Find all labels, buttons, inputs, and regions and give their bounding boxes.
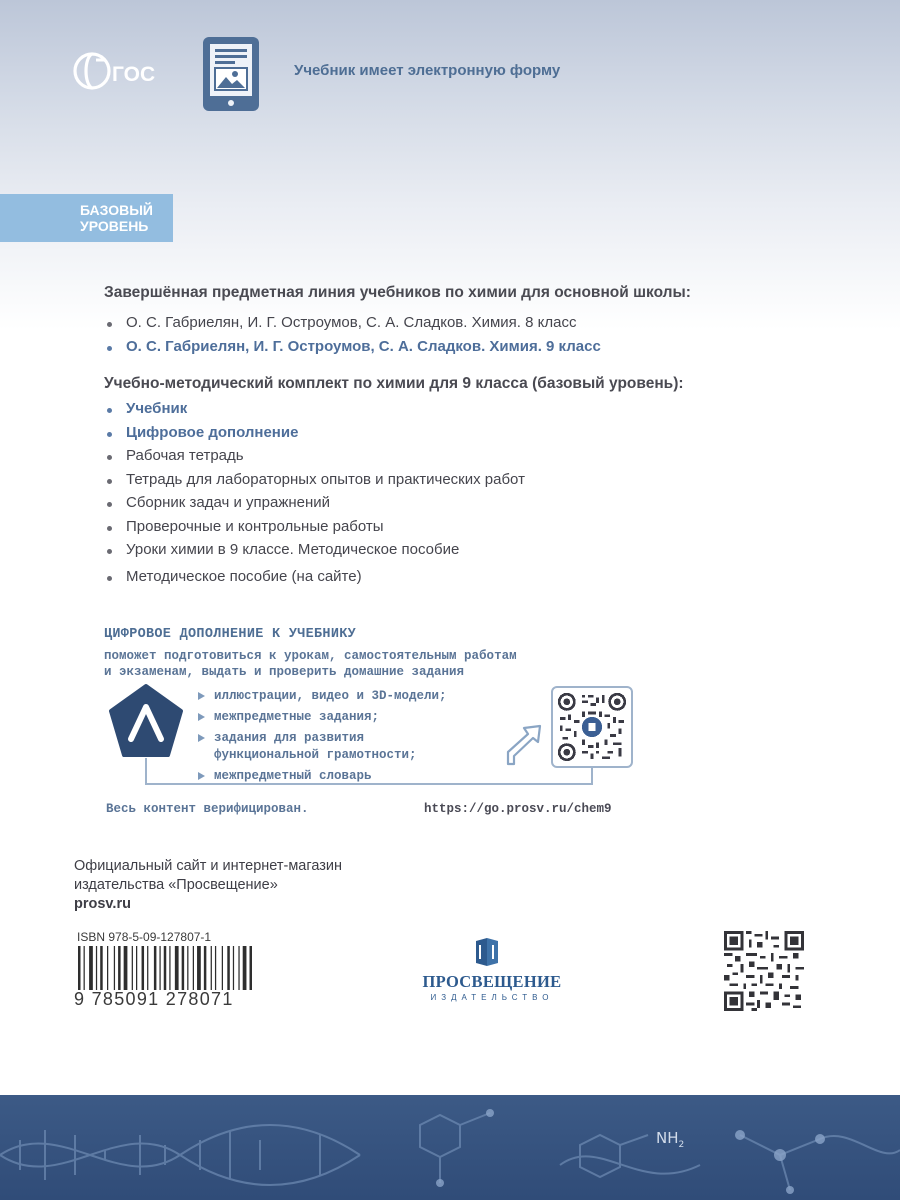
barcode-bar [222,946,223,990]
level-badge-line-2: УРОВЕНЬ [80,218,149,234]
barcode-bar [238,946,239,990]
barcode-bar [136,946,137,990]
barcode-bar [124,946,128,990]
isbn-digits: 9 785091 278071 [74,989,234,1009]
barcode-bar [114,946,115,990]
list-item: Рабочая тетрадь [104,447,525,471]
list-item: О. С. Габриелян, И. Г. Остроумов, С. А. Сладков. Химия. 9 класс [104,338,601,362]
list-item: межпредметные задания; [196,709,447,726]
barcode-bar [233,946,234,990]
barcode-bar [182,946,185,990]
fgos-logo-icon [72,48,158,94]
site-line-2: издательства «Просвещение» [74,877,278,893]
digital-title: ЦИФРОВОЕ ДОПОЛНЕНИЕ К УЧЕБНИКУ [104,627,357,642]
list-item: Тетрадь для лабораторных опытов и практических работ [104,471,525,495]
frame-line-right [591,766,593,785]
site-line-1: Официальный сайт и интернет-магазин [74,858,342,874]
svg-text:ГОС: ГОС [112,63,156,86]
barcode-bar [243,946,247,990]
barcode-bar [164,946,167,990]
umk-list [104,400,525,591]
publisher-name: ПРОСВЕЩЕНИЕ [422,972,562,991]
barcode-bar [169,946,170,990]
barcode-bar [89,946,93,990]
list-item: Уроки химии в 9 классе. Методическое пособие [104,541,525,565]
barcode-bar [175,946,179,990]
series-title: Завершённая предметная линия учебников по химии для основной школы: [104,284,691,301]
barcode-bar [84,946,85,990]
app-logo-icon [107,683,185,761]
barcode-bar [107,946,108,990]
barcode-bar [154,946,157,990]
barcode-bar [250,946,253,990]
prosveshchenie-logo-icon [474,937,500,967]
digital-subtitle-line-2: и экзаменам, выдать и проверить домашние задания [104,665,465,679]
barcode-icon [76,946,252,990]
barcode-bar [187,946,188,990]
qr-code-digital[interactable] [551,686,633,768]
list-item: иллюстрации, видео и 3D-модели; [196,688,447,705]
publisher-site-link[interactable]: prosv.ru [74,896,131,912]
frame-line-vertical [145,758,147,784]
barcode-bar [118,946,121,990]
digital-subtitle-line-1: поможет подготовиться к урокам, самостоятельным работам [104,649,517,663]
list-item: О. С. Габриелян, И. Г. Остроумов, С. А. Сладков. Химия. 8 класс [104,314,601,338]
umk-title: Учебно-методический комплект по химии для 9 класса (базовый уровень): [104,375,684,392]
list-item: Методическое пособие (на сайте) [104,568,525,592]
qr-code-icon [724,931,804,1011]
list-item: Цифровое дополнение [104,424,525,448]
barcode-bar [147,946,148,990]
level-badge [0,194,173,242]
bottom-decorative-band [0,1095,900,1200]
isbn-label: ISBN 978-5-09-127807-1 [77,930,212,944]
barcode-bar [142,946,145,990]
list-item: Сборник задач и упражнений [104,494,525,518]
barcode-bar [215,946,216,990]
publisher-name-sub: ИЗДАТЕЛЬСТВО [430,993,554,1002]
barcode-bar [96,946,97,990]
list-item: Учебник [104,400,525,424]
qr-code-icon [557,692,627,762]
barcode-bar [132,946,133,990]
verified-note: Весь контент верифицирован. [106,802,309,816]
series-list [104,314,601,362]
list-item-continuation: функциональной грамотности; [214,748,417,762]
digital-url-link[interactable]: https://go.prosv.ru/chem9 [424,802,612,816]
level-badge-line-1: БАЗОВЫЙ [80,202,153,218]
barcode-bar [204,946,207,990]
list-item: межпредметный словарь [196,768,447,785]
nh2-formula: $NH_2$ [656,1129,685,1150]
hand-pointer-arrow-icon [502,722,544,770]
list-item: Проверочные и контрольные работы [104,518,525,542]
barcode-bar [159,946,160,990]
feature-list [196,688,447,789]
dna-molecule-pattern [0,1095,900,1200]
barcode-bar [211,946,212,990]
list-item: задания для развития [196,730,447,747]
tablet-icon [202,36,260,112]
barcode-bar [193,946,194,990]
barcode-bar [197,946,201,990]
barcode-bar [78,946,81,990]
electronic-form-note: Учебник имеет электронную форму [294,62,561,79]
barcode-bar [100,946,103,990]
barcode-bar [227,946,230,990]
publisher-site-info [74,857,342,914]
